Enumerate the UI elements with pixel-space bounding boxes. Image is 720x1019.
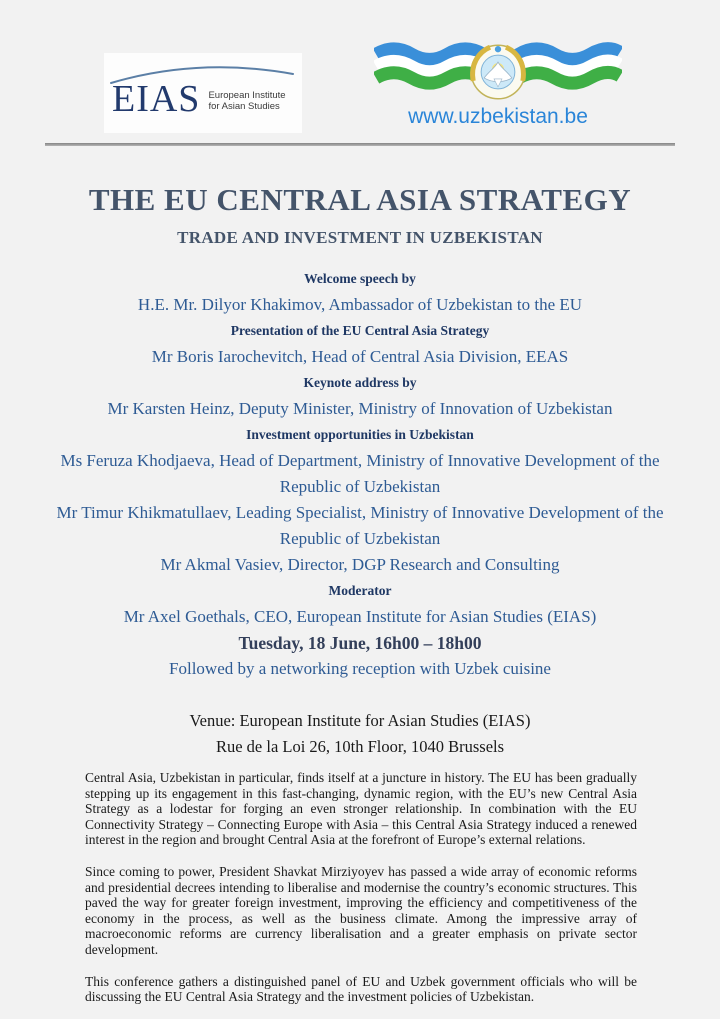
event-title: THE EU CENTRAL ASIA STRATEGY [88,182,632,217]
session-label: Keynote address by [303,375,417,390]
uzbekistan-logo [374,42,622,129]
uzbekistan-website-link[interactable]: www.uzbekistan.be [408,105,588,128]
session-label: Moderator [328,583,392,598]
description-section [85,770,637,1005]
uzbekistan-emblem-icon [471,45,525,99]
program-list [45,266,675,682]
session-label: Investment opportunities in Uzbekistan [246,427,474,442]
venue-name: Venue: European Institute for Asian Studies (EIAS) [189,711,531,730]
speaker-line: H.E. Mr. Dilyor Khakimov, Ambassador of Uzbekistan to the EU [137,295,583,314]
eias-acronym: EIAS [112,78,201,120]
body-paragraph: This conference gathers a distinguished panel of EU and Uzbek government officials who will be discussing the EU Central Asia Strategy and the investment policies of Uzbekistan. [85,973,637,1005]
reception-note: Followed by a networking reception with Uzbek cuisine [169,659,551,678]
speaker-line: Mr Boris Iarochevitch, Head of Central Asia Division, EEAS [151,347,569,366]
body-paragraph: Since coming to power, President Shavkat Mirziyoyev has passed a wide array of economic reforms and presidential decrees intending to liberalise and modernise the country’s economic structures. This paved the way for greater foreign investment, improving the efficiency and competitiveness of the economy in the process, as well as the business climate. Among the impressive array of macroeconomic reforms are currency liberalisation and a greater emphasis on private sector development. [85,863,637,957]
session-label: Welcome speech by [304,271,416,286]
eias-tagline-line1: European Institute [208,90,286,101]
speaker-line: Mr Akmal Vasiev, Director, DGP Research and Consulting [160,555,560,574]
speaker-line: Mr Timur Khikmatullaev, Leading Specialist, Ministry of Innovative Development of the Republic of Uzbekistan [56,503,664,548]
eias-logo [104,53,302,133]
uzbekistan-flag-icon [374,42,622,104]
body-paragraph: Central Asia, Uzbekistan in particular, finds itself at a juncture in history. The EU has been gradually stepping up its engagement in this fast-changing, dynamic region, with the EU’s new Central Asia Strategy as a lodestar for forging an even stronger relationship. In combination with the EU Connectivity Strategy – Connecting Europe with Asia – this Central Asia Strategy induced a renewed interest in the region and brought Central Asia at the forefront of Europe’s external relations. [85,770,637,848]
event-subtitle: TRADE AND INVESTMENT IN UZBEKISTAN [177,228,543,247]
event-program [45,182,675,760]
header [0,0,720,143]
speaker-line: Mr Axel Goethals, CEO, European Institute for Asian Studies (EIAS) [123,607,597,626]
eias-tagline-line2: for Asian Studies [208,101,280,112]
venue-block [45,708,675,760]
header-divider [45,143,675,146]
venue-address: Rue de la Loi 26, 10th Floor, 1040 Brussels [215,737,505,756]
eias-tagline [208,90,285,112]
event-datetime: Tuesday, 18 June, 16h00 – 18h00 [238,633,482,653]
session-label: Presentation of the EU Central Asia Strategy [230,323,490,338]
speaker-line: Mr Karsten Heinz, Deputy Minister, Ministry of Innovation of Uzbekistan [107,399,613,418]
speaker-line: Ms Feruza Khodjaeva, Head of Department, Ministry of Innovative Development of the Republic of Uzbekistan [60,451,660,496]
